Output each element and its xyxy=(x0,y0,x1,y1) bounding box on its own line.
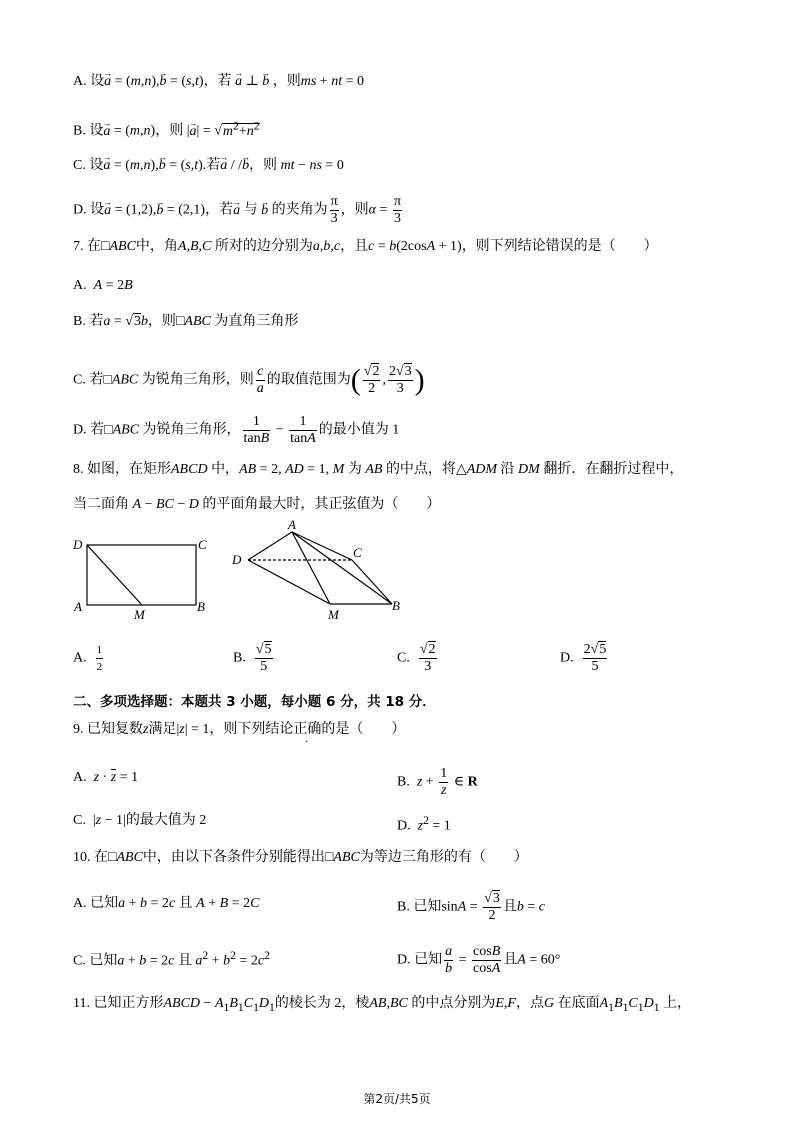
q7-option-a: A. A = 2B xyxy=(73,278,133,293)
segment-dm xyxy=(87,545,142,605)
q10-option-d: D. 已知 $\frac{a}{b}$ = $\frac{\cos B}{\cos A}$ 且A = 60° xyxy=(397,944,561,976)
q10-option-c: C. 已知a + b = 2c 且 $a^2 + b^2 = 2c^2$ xyxy=(73,949,270,969)
q8-stem-line1: 8. 如图，在矩形ABCD 中，AB = 2, AD = 1, M 为 AB 的中点，将△ADM 沿 DM 翻折．在翻折过程中， xyxy=(73,462,684,477)
q9-option-c: C. |z − 1|的最大值为 2 xyxy=(73,813,207,828)
label-b: B xyxy=(197,599,205,614)
q9-stem: 9. 已知复数z满足|z| = 1，则下列结论正确的是（ ） xyxy=(73,722,406,737)
q9-option-d: D. $z^2 = 1$ xyxy=(397,814,451,834)
q9-option-a: A. z · z = 1 xyxy=(73,770,139,785)
q8-option-b: B. $\frac{√5}{5}$ xyxy=(233,642,272,674)
q6-option-b: B. 设→ a = (m,n)，则 |→ $a| = √m^2+n^2$ xyxy=(73,116,260,142)
label-d: D xyxy=(73,537,83,552)
svg-text:A: A xyxy=(288,518,296,532)
q8-option-c: C. $\frac{√2}{3}$ xyxy=(397,642,436,674)
q8-stem-line2: 当二面角 A − BC − D 的平面角最大时，其正弦值为（ ） xyxy=(73,497,441,512)
q10-option-a: A. 已知a + b = 2c 且 A + B = 2C xyxy=(73,896,260,911)
svg-text:M: M xyxy=(328,607,339,622)
q10-stem: 10. 在□ABC中，由以下各条件分别能得出□ABC为等边三角形的有（ ） xyxy=(73,850,528,865)
q8-option-a: A. $\frac{1}{2}$ xyxy=(73,644,103,673)
label-m: M xyxy=(134,607,145,622)
svg-text:D: D xyxy=(232,552,242,567)
page-footer: 第2页/共5页 xyxy=(363,1092,431,1106)
q6-option-a: A. 设→ a = (m,n),→ b = (s,t)，若 → a ⊥ → b ，则ms + nt = 0 xyxy=(73,72,364,92)
svg-text:C: C xyxy=(353,545,362,560)
label-a: A xyxy=(74,599,82,614)
q6-option-c: C. 设→ a = (m,n),→ b = (s,t).若→ a / /→ b，则 mt − ns = 0 xyxy=(73,156,344,176)
q7-option-c: C. 若□ABC 为锐角三角形，则 $\frac{c}{a}$ 的取值范围为( $\frac{√2}{2}$ , $\frac{2√3}{3}$ ) xyxy=(73,363,425,397)
svg-text:B: B xyxy=(392,598,400,613)
q7-stem: 7. 在□ABC中，角A,B,C 所对的边分别为a,b,c，且c = b(2cosA + 1)，则下列结论错误的是（ ） xyxy=(73,239,658,254)
section-heading: 二、多项选择题：本题共 3 小题，每小题 6 分，共 18 分． xyxy=(73,694,436,710)
q9-option-b: B. z + $\frac{1}{z}$ ∈ R xyxy=(397,766,478,798)
rectangle-abcd xyxy=(87,545,196,605)
label-c: C xyxy=(198,537,207,552)
q7-option-d: D. 若□ABC 为锐角三角形， $\frac{1}{\tan B}$ − $\frac{1}{\tan A}$ 的最小值为 1 xyxy=(73,414,400,446)
q6-option-d: D. 设→ a = (1,2),→ b = (2,1)，若→ a 与 → b 的夹角为 $\frac{\pi}{3}$ ，则α = $\frac{\pi}{3}$ xyxy=(73,194,404,227)
q8-option-d: D. $\frac{2√5}{5}$ xyxy=(560,642,607,674)
q7-option-b: B. 若a = √3b，则□ABC 为直角三角形 xyxy=(73,314,299,329)
q10-option-b: B. 已知sinA = $\frac{√3}{2}$ 且b = c xyxy=(397,891,545,923)
q8-figure xyxy=(70,518,420,624)
q11-stem: 11. 已知正方形ABCD − $A_1B_1C_1D_1$的棱长为 2，棱AB,BC 的中点分别为E,F，点G 在底面$A_1B_1C_1D_1$ 上， xyxy=(73,996,692,1014)
